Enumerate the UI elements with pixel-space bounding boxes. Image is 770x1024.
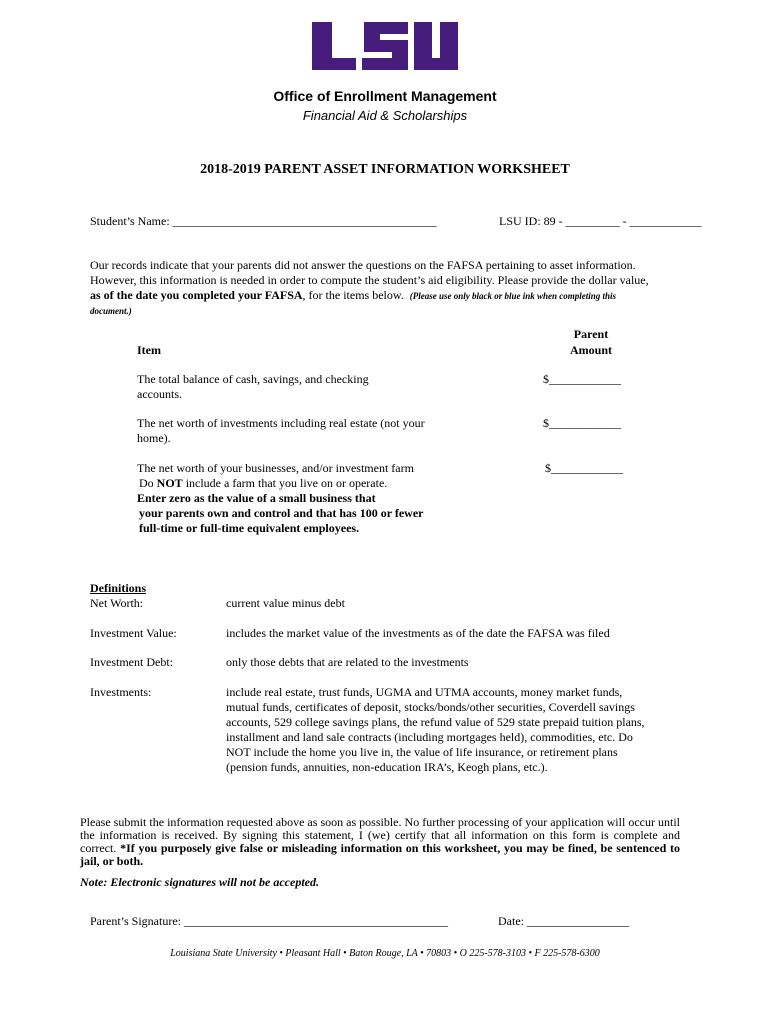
certification-text: Please submit the information requested above as soon as possible. No further processing of your application will occur until the information is received. By signing this statement, I (we) certify that all information on this form is complete and correct. xyxy=(80,815,680,855)
signature-date-field[interactable]: Date: _________________ xyxy=(498,914,629,928)
farm-note-a: Do xyxy=(139,476,157,490)
def-line: NOT include the home you live in, the value of life insurance, or retirement plans xyxy=(226,745,618,759)
farm-note-not: NOT xyxy=(156,476,183,490)
amount-investments-field[interactable]: $____________ xyxy=(543,416,621,430)
def-term-investment-value: Investment Value: xyxy=(90,626,177,640)
intro-emphasis: as of the date you completed your FAFSA xyxy=(90,288,303,302)
certification-paragraph xyxy=(80,816,680,868)
item-text-cont: home). xyxy=(137,431,171,445)
item-row-business xyxy=(137,461,423,536)
def-line: accounts, 529 college savings plans, the refund value of 529 state prepaid tuition plans, xyxy=(226,715,645,729)
lsu-logo xyxy=(312,22,458,70)
false-info-warning: *If you purposely give false or misleading information on this worksheet, you may be fined, be sentenced to jail, or both. xyxy=(80,841,681,868)
intro-rest: , for the items below. xyxy=(302,288,404,302)
item-text: The net worth of investments including real estate (not your xyxy=(137,416,425,430)
def-line: mutual funds, certificates of deposit, stocks/bonds/other securities, Coverdell savings xyxy=(226,700,635,714)
small-business-note-1: Enter zero as the value of a small business that xyxy=(137,491,376,505)
office-name: Office of Enrollment Management xyxy=(273,88,497,104)
amount-business-field[interactable]: $____________ xyxy=(545,461,623,475)
amount-header-2: Amount xyxy=(569,343,612,357)
def-term-investments: Investments: xyxy=(90,685,152,699)
def-desc-investments xyxy=(226,685,645,775)
def-desc-investment-debt: only those debts that are related to the investments xyxy=(226,655,469,669)
ink-note: (Please use only black or blue ink when completing this xyxy=(409,291,617,301)
def-term-investment-debt: Investment Debt: xyxy=(90,655,173,669)
def-desc-investment-value: includes the market value of the investments as of the date the FAFSA was filed xyxy=(226,626,610,640)
item-row-cash xyxy=(137,372,369,402)
student-name-field[interactable]: Student’s Name: ____________________________________________ xyxy=(90,214,437,228)
farm-note-b: include a farm that you live on or operate. xyxy=(182,476,388,490)
def-term-net-worth: Net Worth: xyxy=(90,596,144,610)
item-text: The net worth of your businesses, and/or investment farm xyxy=(137,461,414,475)
lsu-id-field[interactable]: LSU ID: 89 - _________ - ____________ xyxy=(499,214,702,228)
item-header: Item xyxy=(137,343,161,357)
item-text-cont: accounts. xyxy=(137,387,182,401)
definitions-title: Definitions xyxy=(90,581,147,595)
def-line: installment and land sale contracts (including mortgages held), commodities, etc. Do xyxy=(226,730,633,744)
amount-cash-field[interactable]: $____________ xyxy=(543,372,621,386)
def-desc-net-worth: current value minus debt xyxy=(226,596,345,610)
small-business-note-2: your parents own and control and that has 100 or fewer xyxy=(139,506,424,520)
ink-note-cont: document.) xyxy=(90,306,132,316)
parent-signature-field[interactable]: Parent’s Signature: ____________________________________________ xyxy=(90,914,448,928)
farm-note xyxy=(137,476,423,491)
footer-address: Louisiana State University • Pleasant Hall • Baton Rouge, LA • 70803 • O 225-578-3103 • F 225-578-6300 xyxy=(170,948,600,959)
intro-line-3 xyxy=(90,288,690,304)
intro-line-1: Our records indicate that your parents did not answer the questions on the FAFSA pertaining to asset information. xyxy=(90,258,636,272)
intro-line-2: However, this information is needed in order to compute the student’s aid eligibility. Please provide the dollar value, xyxy=(90,273,649,287)
def-line: include real estate, trust funds, UGMA and UTMA accounts, money market funds, xyxy=(226,685,623,699)
worksheet-title: 2018-2019 PARENT ASSET INFORMATION WORKSHEET xyxy=(200,162,570,177)
item-text: The total balance of cash, savings, and checking xyxy=(137,372,369,386)
amount-header-1: Parent xyxy=(573,327,609,341)
electronic-signature-note: Note: Electronic signatures will not be accepted. xyxy=(80,875,319,889)
intro-paragraph xyxy=(90,258,690,319)
def-line: (pension funds, annuities, non-education IRA’s, Keogh plans, etc.). xyxy=(226,760,548,774)
small-business-note-3: full-time or full-time equivalent employees. xyxy=(139,521,360,535)
department-subtitle: Financial Aid & Scholarships xyxy=(302,108,468,123)
item-row-investments xyxy=(137,416,425,446)
